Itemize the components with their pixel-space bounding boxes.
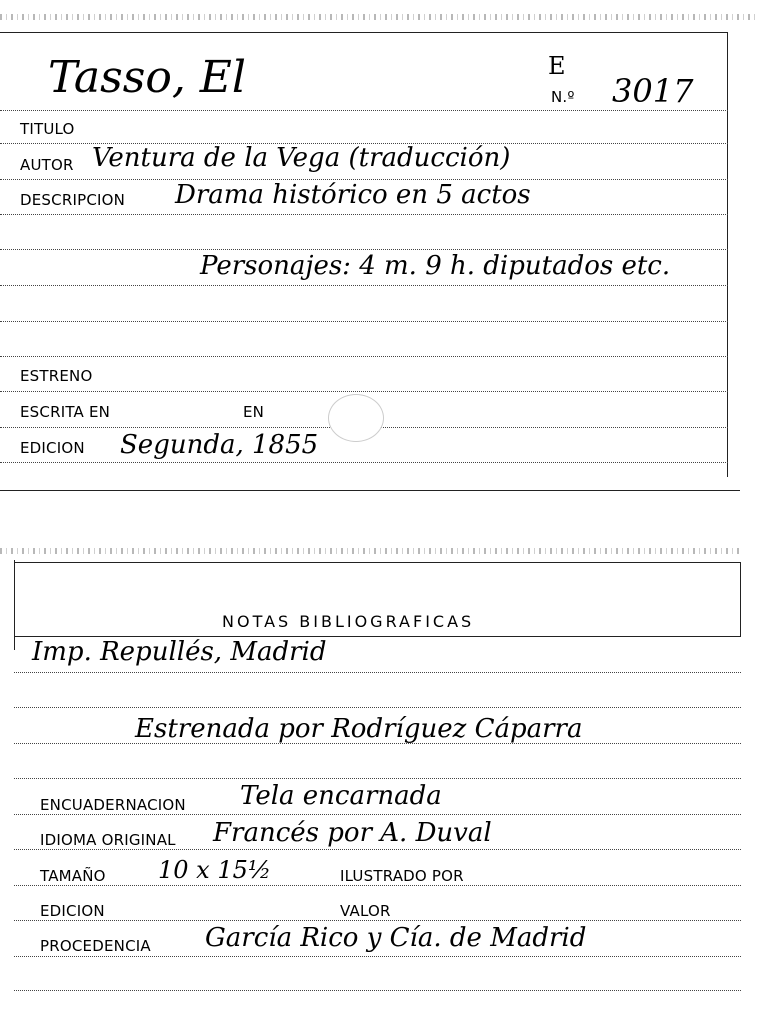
card1-top-border [0,32,728,33]
card1-rule [0,110,728,111]
card2-top-edge [0,548,740,554]
card1-rule [0,285,728,286]
card2-rule [14,885,741,886]
card1-rule [0,321,728,322]
card2-rule [14,707,741,708]
titulo-label: TITULO [20,120,75,138]
card1-rule [0,391,728,392]
descripcion-value: Drama histórico en 5 actos [175,180,531,210]
card2-right-border [740,562,741,636]
card2-rule [14,920,741,921]
ilustrado-label: ILUSTRADO POR [340,867,464,885]
card1-rule [0,249,728,250]
edicion-value: Segunda, 1855 [120,430,319,460]
procedencia-label: PROCEDENCIA [40,937,151,955]
idioma-label: IDIOMA ORIGINAL [40,831,176,849]
card1-rule [0,356,728,357]
card1-bottom-border [0,490,740,491]
card2-rule [14,990,741,991]
nota-estreno: Estrenada por Rodríguez Cáparra [135,714,583,744]
tamano-value: 10 x 15½ [158,856,272,884]
procedencia-value: García Rico y Cía. de Madrid [205,923,587,953]
catalog-letter: E [548,52,566,80]
autor-value: Ventura de la Vega (traducción) [92,143,511,173]
edicion-label: EDICION [20,439,85,457]
edicion2-label: EDICION [40,902,105,920]
number-value: 3017 [612,72,694,110]
idioma-value: Francés por A. Duval [213,818,492,848]
card1-top-edge [0,14,759,20]
escrita-label: ESCRITA EN [20,403,111,421]
card2-rule [14,849,741,850]
number-label: N.º [551,88,575,106]
estreno-label: ESTRENO [20,367,93,385]
valor-label: VALOR [340,902,391,920]
notas-heading: NOTAS BIBLIOGRAFICAS [222,612,475,631]
descripcion-label: DESCRIPCION [20,191,126,209]
card2-rule [14,672,741,673]
en-label: EN [243,403,265,421]
card1-right-border [727,32,728,477]
autor-label: AUTOR [20,156,74,174]
card2-rule [14,814,741,815]
encuadernacion-label: ENCUADERNACION [40,796,186,814]
encuadernacion-value: Tela encarnada [240,781,442,811]
tamano-label: TAMAÑO [40,867,106,885]
title-value: Tasso, El [48,52,246,103]
paper-blot [328,394,384,442]
card2-rule [14,956,741,957]
card2-top-border [14,562,741,563]
card1-rule [0,462,728,463]
nota-imprenta: Imp. Repullés, Madrid [32,637,327,667]
personajes-value: Personajes: 4 m. 9 h. diputados etc. [200,251,671,281]
card2-rule [14,778,741,779]
card1-rule [0,214,728,215]
